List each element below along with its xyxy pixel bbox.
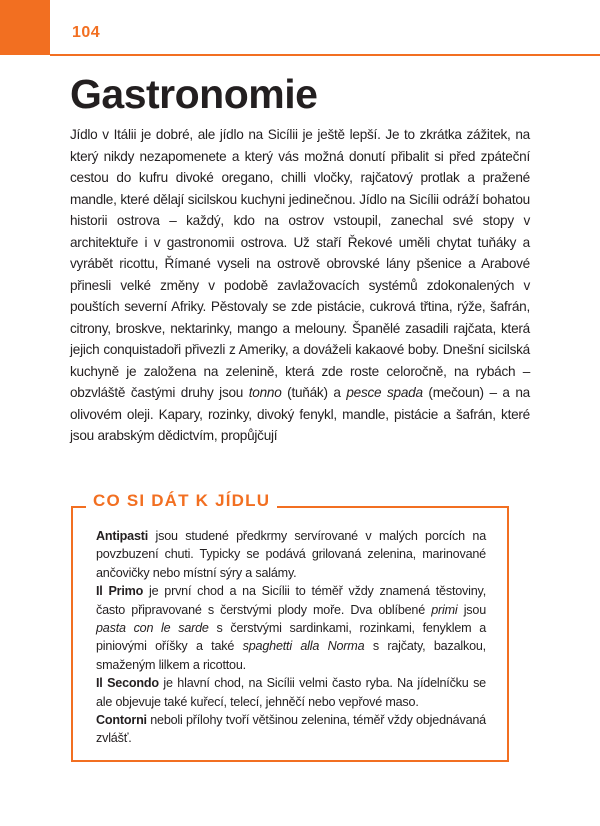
term-contorni: Contorni	[96, 713, 147, 728]
sidebar-text	[96, 527, 486, 748]
term-primo: Il Primo	[96, 584, 144, 599]
term-tonno: tonno	[248, 385, 282, 400]
sidebar-heading: CO SI DÁT K JÍDLU	[86, 490, 277, 512]
term-secondo: Il Secondo	[96, 676, 159, 691]
body-text-part-1: Jídlo v Itálii je dobré, ale jídlo na Sicílii je ještě lepší. Je to zkrátka zážitek, na který nikdy nezapomenete a který vás možná donutí přibalit si před zpáteční cestou do kufru divoké oregano, chilli vločky, rajčatový protlak a pražené mandle, které dělají sicilskou kuchyni jedinečnou. Jídlo na Sicílii odráží bohatou historii ostrova – každý, kdo na ostrov vstoupil, zanechal své stopy v architektuře i v gastronomii ostrova. Už staří Řekové uměli chytat tuňáky a vyrábět ricottu, Římané vyseli na ostrově obrovské lány pšenice a Arabové přinesli velké změny v podobě zavlažovacích systémů zdokonalených v pouštích severní Afriky. Pěstovaly se zde pistácie, cukrová třtina, rýže, šafrán, citrony, broskve, nektarinky, mango a melouny. Španělé zasadili rajčata, která jejich conquistadoři přivezli z Ameriky, a dováželi kakaové boby. Dnešní sicilská kuchyně je založena na zelenině, která zde roste celoročně, na rybách – obzvláště častými druhy jsou	[70, 127, 530, 400]
primo-description-2: jsou	[457, 602, 486, 617]
primo-description-1: je první chod a na Sicílii to téměř vždy znamená těstoviny, často připravované s čerstvými plody moře. Dva oblíbené	[96, 584, 486, 617]
primo-description-3: s čerstvými sardinkami, rozinkami, fenyklem a piniovými oříšky a také	[96, 621, 486, 654]
sidebar-entry-secondo	[96, 674, 486, 711]
page-corner-tab	[0, 0, 50, 55]
body-text-part-3: (mečoun) – a na olivovém oleji. Kapary, rozinky, divoký fenykl, mandle, pistácie a šafrán, které jsou arabským dědictvím, propůjčují	[70, 385, 530, 443]
page-number: 104	[72, 24, 101, 41]
secondo-description: je hlavní chod, na Sicílii velmi často ryba. Na jídelníčku se ale objevuje také kuřecí, telecí, jehněčí nebo vepřové maso.	[96, 676, 486, 709]
sidebar-entry-primo	[96, 582, 486, 674]
page-title: Gastronomie	[70, 71, 318, 117]
body-text-part-2: (tuňák) a	[281, 385, 347, 400]
term-primi: primi	[431, 602, 458, 617]
body-paragraph	[70, 124, 530, 447]
header-rule	[50, 54, 600, 56]
sidebar-entry-contorni	[96, 711, 486, 748]
primo-description-4: s rajčaty, bazalkou, smaženým lilkem a ricottou.	[96, 639, 486, 672]
antipasti-description: jsou studené předkrmy servírované v malých porcích na povzbuzení chuti. Typicky se podává grilovaná zelenina, marinované ančovičky nebo místní sýry a salámy.	[96, 529, 486, 580]
contorni-description: neboli přílohy tvoří většinou zelenina, téměř vždy objednávaná zvlášť.	[96, 713, 486, 746]
term-pesce-spada: pesce spada	[346, 385, 423, 400]
term-antipasti: Antipasti	[96, 529, 149, 543]
dish-spaghetti-alla-norma: spaghetti alla Norma	[242, 639, 365, 654]
sidebar-entry-antipasti	[96, 527, 486, 582]
dish-pasta-con-le-sarde: pasta con le sarde	[96, 621, 209, 636]
body-text	[70, 124, 530, 447]
